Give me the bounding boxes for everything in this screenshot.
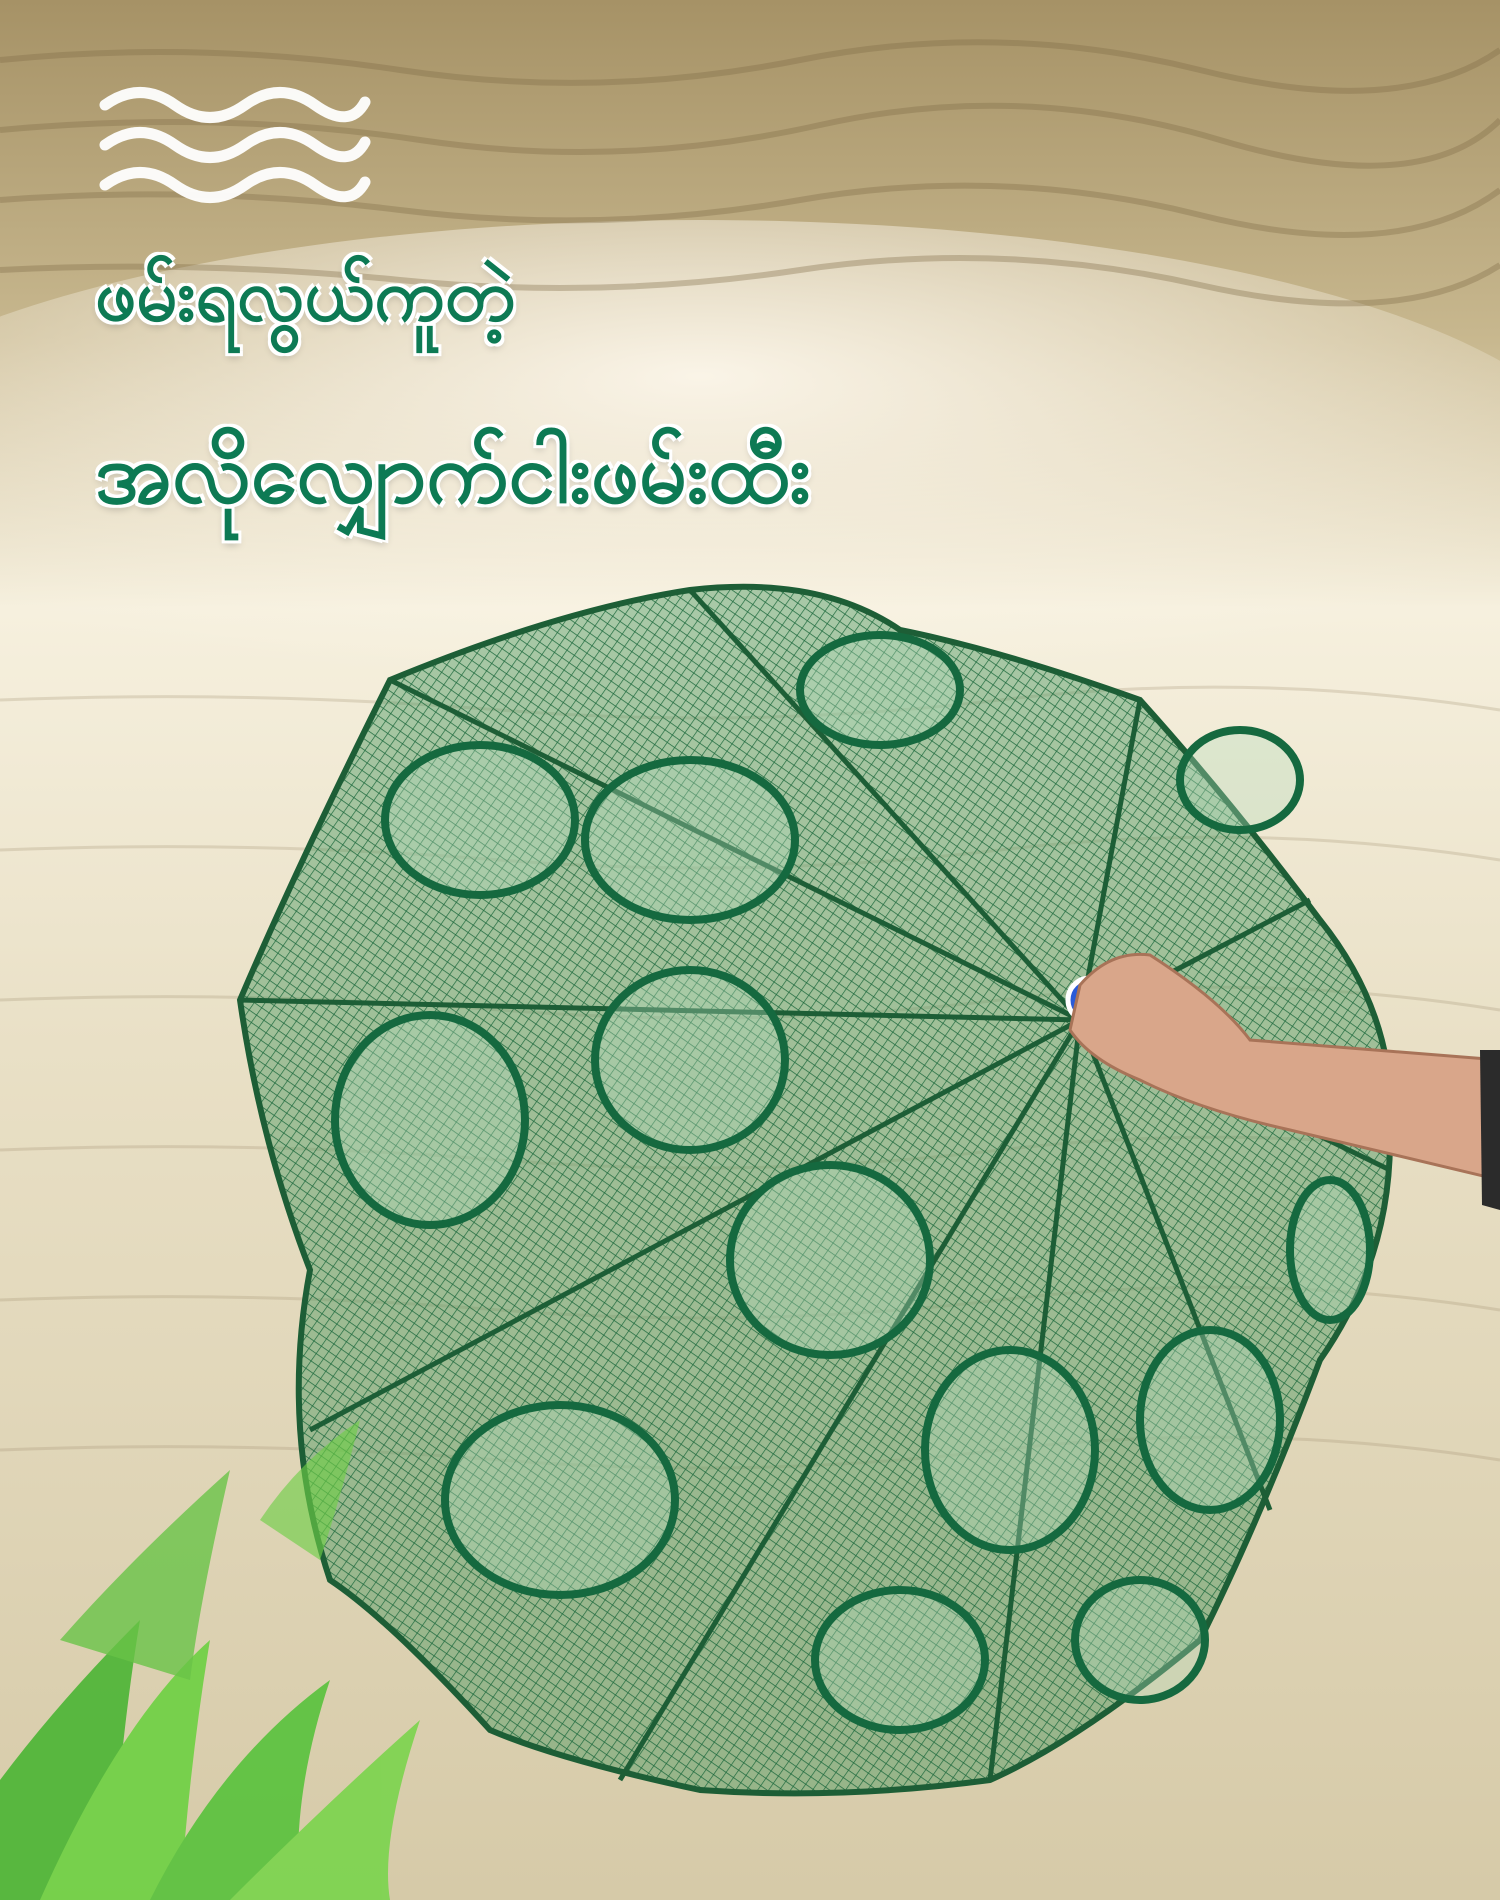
headline-line-2: အလိုလျှောက်ငါးဖမ်းထီး: [95, 424, 811, 522]
headline-line-1: ဖမ်းရလွယ်ကူတဲ့: [95, 253, 515, 337]
wave-lines-icon: [95, 80, 375, 210]
